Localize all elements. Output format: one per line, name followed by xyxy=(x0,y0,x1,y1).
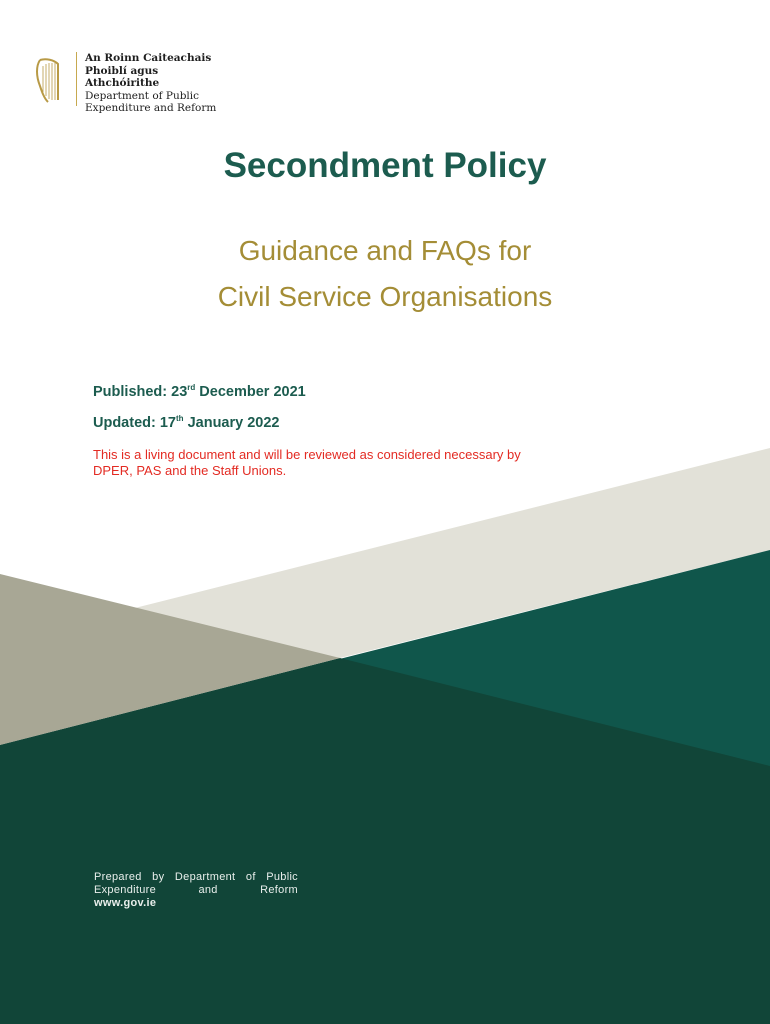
living-document-note: This is a living document and will be reviewed as considered necessary by DPER, PAS and the Staff Unions. xyxy=(93,447,521,478)
published-rest: December 2021 xyxy=(195,383,306,400)
updated-suffix: th xyxy=(176,414,184,423)
updated-rest: January 2022 xyxy=(183,414,280,431)
footer-website-link[interactable]: www.gov.ie xyxy=(94,897,157,909)
published-label: Published: 23 xyxy=(93,383,188,400)
subtitle-line-1: Guidance and FAQs for xyxy=(238,235,532,266)
footer-line-1: Prepared by Department of Public xyxy=(94,871,298,883)
updated-label: Updated: 17 xyxy=(93,414,176,431)
logo-line-3: Department of Public xyxy=(85,89,200,102)
logo-line-2: Phoiblí agus Athchóirithe xyxy=(85,64,160,89)
footer-prepared-by xyxy=(94,871,298,910)
logo-line-1: An Roinn Caiteachais xyxy=(85,52,212,64)
published-suffix: rd xyxy=(187,383,196,392)
logo-line-4: Expenditure and Reform xyxy=(85,102,217,114)
footer-line-2: Expenditure and Reform xyxy=(94,884,298,896)
subtitle-line-2: Civil Service Organisations xyxy=(217,281,553,312)
document-title: Secondment Policy xyxy=(223,146,547,185)
